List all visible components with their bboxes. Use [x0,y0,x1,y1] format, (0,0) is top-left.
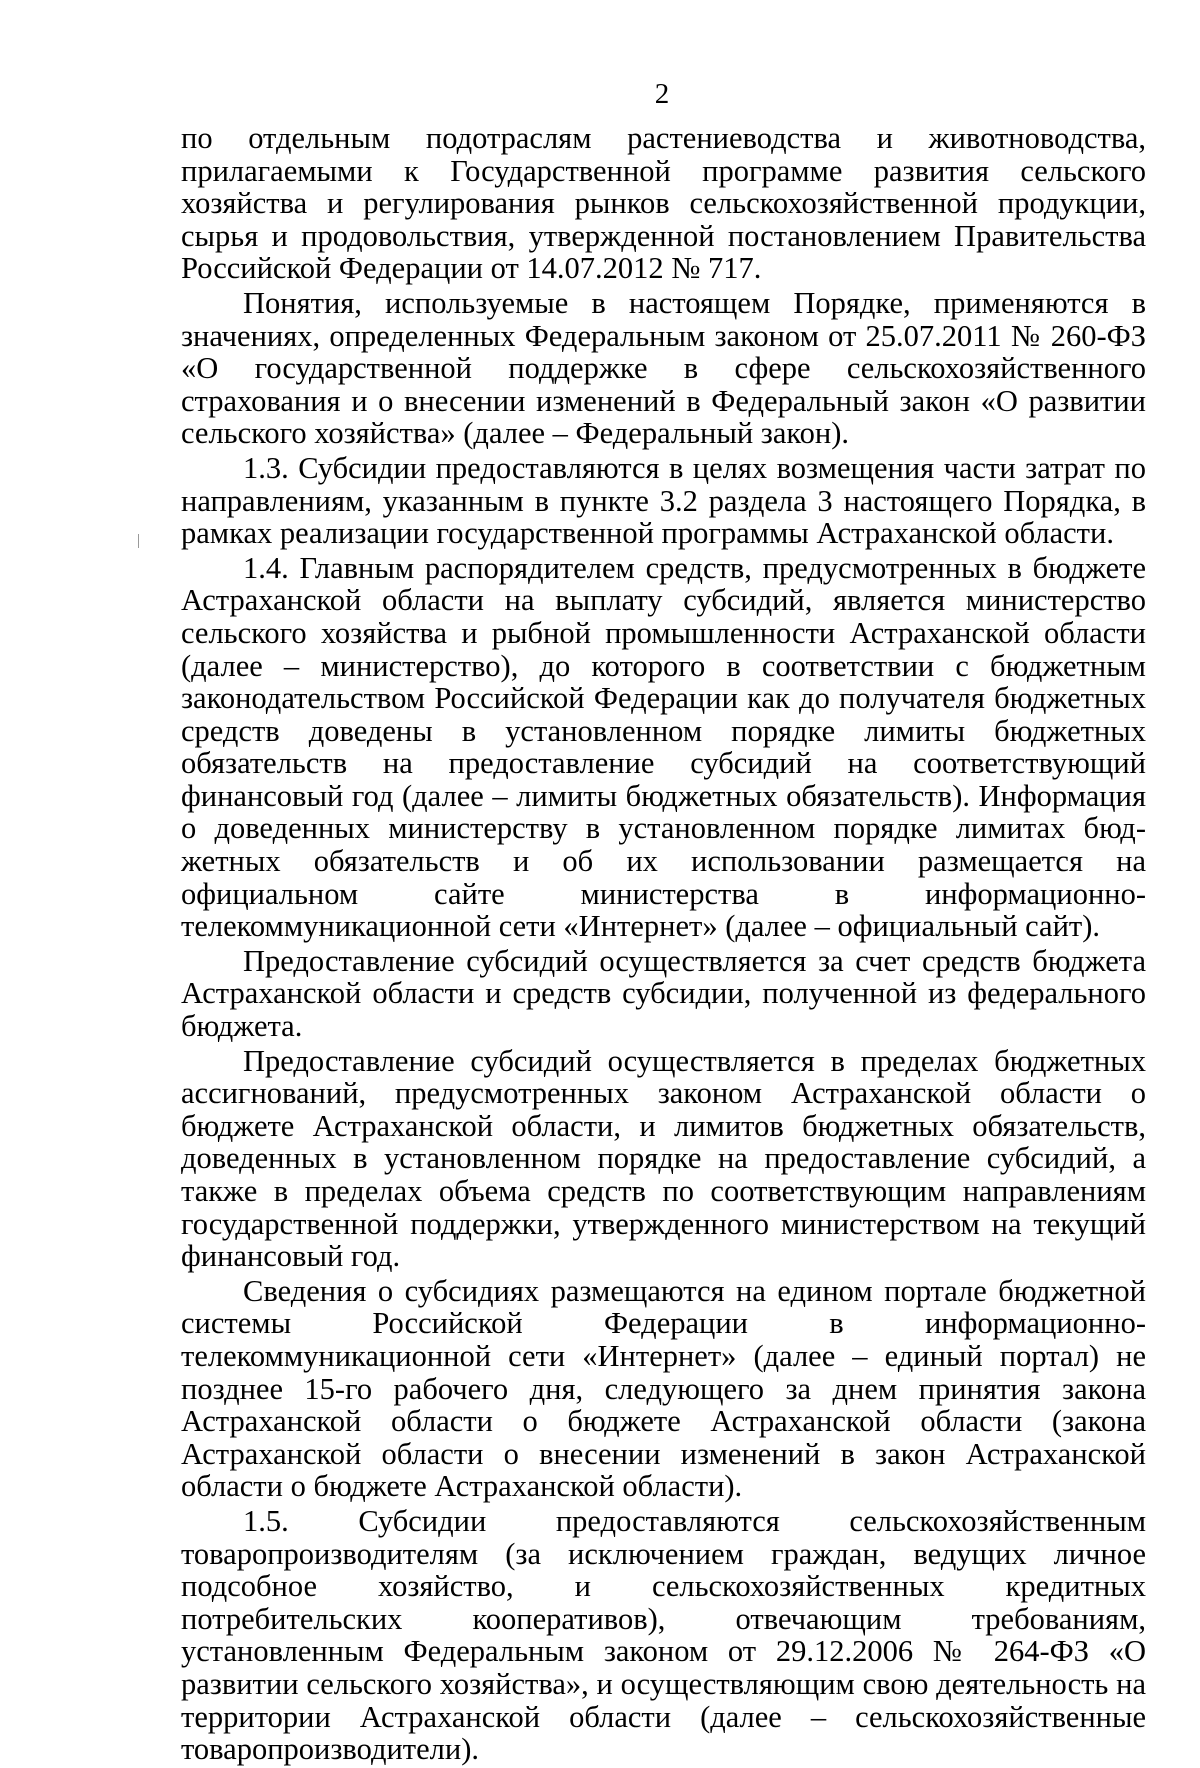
paragraph-clause-1-3: 1.3. Субсидии предоставляются в целях возмещения части затрат по направлениям, указанным в пункте 3.2 раздела 3 настоящего Порядка, в рамках реализации государственной программы Астраханской области. [181,450,1146,551]
paragraph-definitions: Понятия, используемые в настоящем Порядке, применяются в значениях, определенных Федеральным законом от 25.07.2011 № 260-ФЗ «О государственной поддержке в сфере сельскохозяйственного страхования и о внесении изменений в Федеральный закон «О развитии сельского хозяйства» (далее – Федеральный закон). [181,285,1146,451]
scan-artifact-mark [138,534,139,548]
document-body [181,122,1146,1768]
paragraph-portal-info: Сведения о субсидиях размещаются на едином портале бюджетной системы Российской Федерации в информационно-телекоммуникационной сети «Интернет» (далее – единый портал) не позднее 15-го рабочего дня, следующего за днем принятия закона Астраханской области о бюджете Астраханской области (закона Астраханской области о внесении изменений в закон Астраханской области о бюджете Астраханской области). [181,1273,1146,1504]
paragraph-clause-1-5: 1.5. Субсидии предоставляются сельскохозяйственным товаропроизводителям (за исключением граждан, ведущих личное подсобное хозяйство, и сельскохозяйственных кредитных потребительских кооперативов), отвечающим требованиям, установленным Федеральным законом от 29.12.2006 № 264-ФЗ «О развитии сельского хозяйства», и осуществляющим свою деятельность на территории Астраханской области (далее – сельскохозяйственные товаропроизводители). [181,1503,1146,1767]
paragraph-clause-1-4: 1.4. Главным распорядителем средств, предусмотренных в бюджете Астраханской области на выплату субсидий, является министерство сельского хозяйства и рыбной промышленности Астраханской области (далее – министерство), до которого в соответствии с бюджетным законодательством Российской Федерации как до получателя бюджетных средств доведены в установленном порядке лимиты бюджетных обязательств на предоставление субсидий на соответствующий финансовый год (далее – лимиты бюджетных обязательств). Информация о доведенных министерству в установленном порядке лимитах бюджетных обязательств и об их использовании размещается на официальном сайте министерства в информационно-телекоммуникационной сети «Интернет» (далее – официальный сайт). [181,550,1146,944]
paragraph-funding-source: Предоставление субсидий осуществляется за счет средств бюджета Астраханской области и средств субсидии, полученной из федерального бюджета. [181,943,1146,1044]
page-number: 2 [654,78,670,110]
paragraph-funding-limits: Предоставление субсидий осуществляется в пределах бюджетных ассигнований, предусмотренных законом Астраханской области о бюджете Астраханской области, и лимитов бюджетных обязательств, доведенных в установленном порядке на предоставление субсидий, а также в пределах объема средств по соответствующим направлениям государственной поддержки, утвержденного министерством на текущий финансовый год. [181,1043,1146,1274]
paragraph-continuation: по отдельным подотраслям растениеводства и животноводства, прилагаемыми к Государственной программе развития сельского хозяйства и регулирования рынков сельскохозяйственной продукции, сырья и продовольствия, утвержденной постановлением Правительства Российской Федерации от 14.07.2012 № 717. [181,121,1146,286]
